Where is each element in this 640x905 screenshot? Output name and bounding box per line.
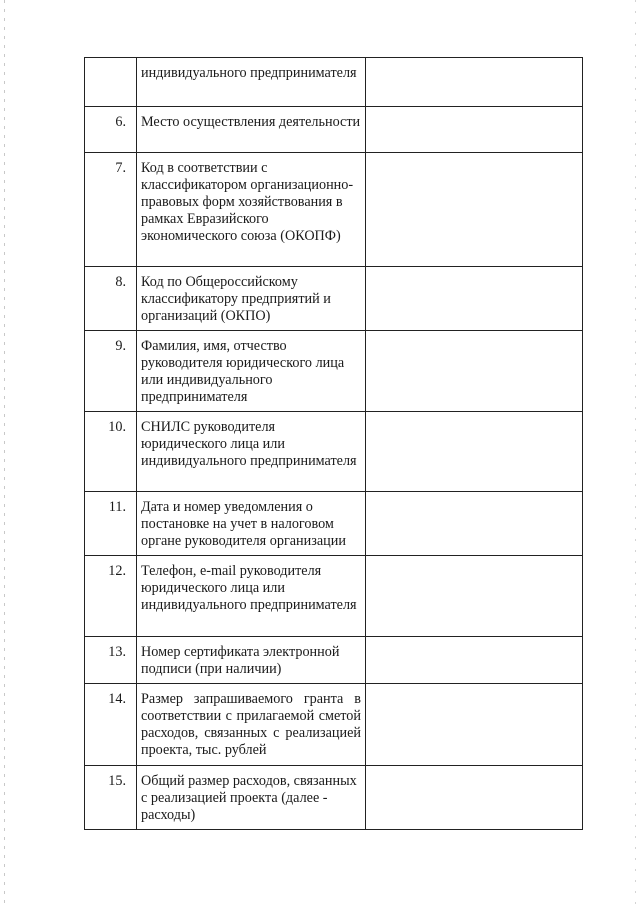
row-number: 9. [85,331,137,412]
row-label: Номер сертификата электронной подписи (при наличии) [137,637,366,684]
row-value-field[interactable] [366,107,583,153]
table-row [85,331,583,412]
table-row [85,637,583,684]
row-value-field[interactable] [366,58,583,107]
row-label: Место осуществления деятельности [137,107,366,153]
row-label: Код в соответствии с классификатором организационно-правовых форм хозяйствования в рамках Евразийского экономического союза (ОКОПФ) [137,153,366,267]
row-label: Общий размер расходов, связанных с реализацией проекта (далее - расходы) [137,766,366,830]
row-value-field[interactable] [366,331,583,412]
row-value-field[interactable] [366,637,583,684]
row-number: 11. [85,492,137,556]
table-row [85,556,583,637]
row-label: индивидуального предпринимателя [137,58,366,107]
application-form-table [84,57,583,830]
table-row [85,684,583,766]
row-number: 15. [85,766,137,830]
row-number: 6. [85,107,137,153]
table-row [85,267,583,331]
row-number: 8. [85,267,137,331]
row-value-field[interactable] [366,412,583,492]
scan-edge-right [635,0,636,905]
table-row [85,492,583,556]
row-label: СНИЛС руководителя юридического лица или индивидуального предпринимателя [137,412,366,492]
row-value-field[interactable] [366,267,583,331]
table-row [85,107,583,153]
row-label: Размер запрашиваемого гранта в соответствии с прилагаемой сметой расходов, связанных с реализацией проекта, тыс. рублей [137,684,366,766]
row-number [85,58,137,107]
row-value-field[interactable] [366,492,583,556]
table-row [85,766,583,830]
row-label: Код по Общероссийскому классификатору предприятий и организаций (ОКПО) [137,267,366,331]
table-row [85,153,583,267]
row-label: Фамилия, имя, отчество руководителя юридического лица или индивидуального предпринимателя [137,331,366,412]
row-value-field[interactable] [366,766,583,830]
row-label: Телефон, e-mail руководителя юридического лица или индивидуального предпринимателя [137,556,366,637]
row-value-field[interactable] [366,153,583,267]
row-number: 12. [85,556,137,637]
scan-edge-left [4,0,5,905]
row-number: 7. [85,153,137,267]
row-number: 13. [85,637,137,684]
row-value-field[interactable] [366,684,583,766]
row-label: Дата и номер уведомления о постановке на учет в налоговом органе руководителя организации [137,492,366,556]
row-number: 10. [85,412,137,492]
table-row [85,58,583,107]
table-row [85,412,583,492]
row-number: 14. [85,684,137,766]
row-value-field[interactable] [366,556,583,637]
